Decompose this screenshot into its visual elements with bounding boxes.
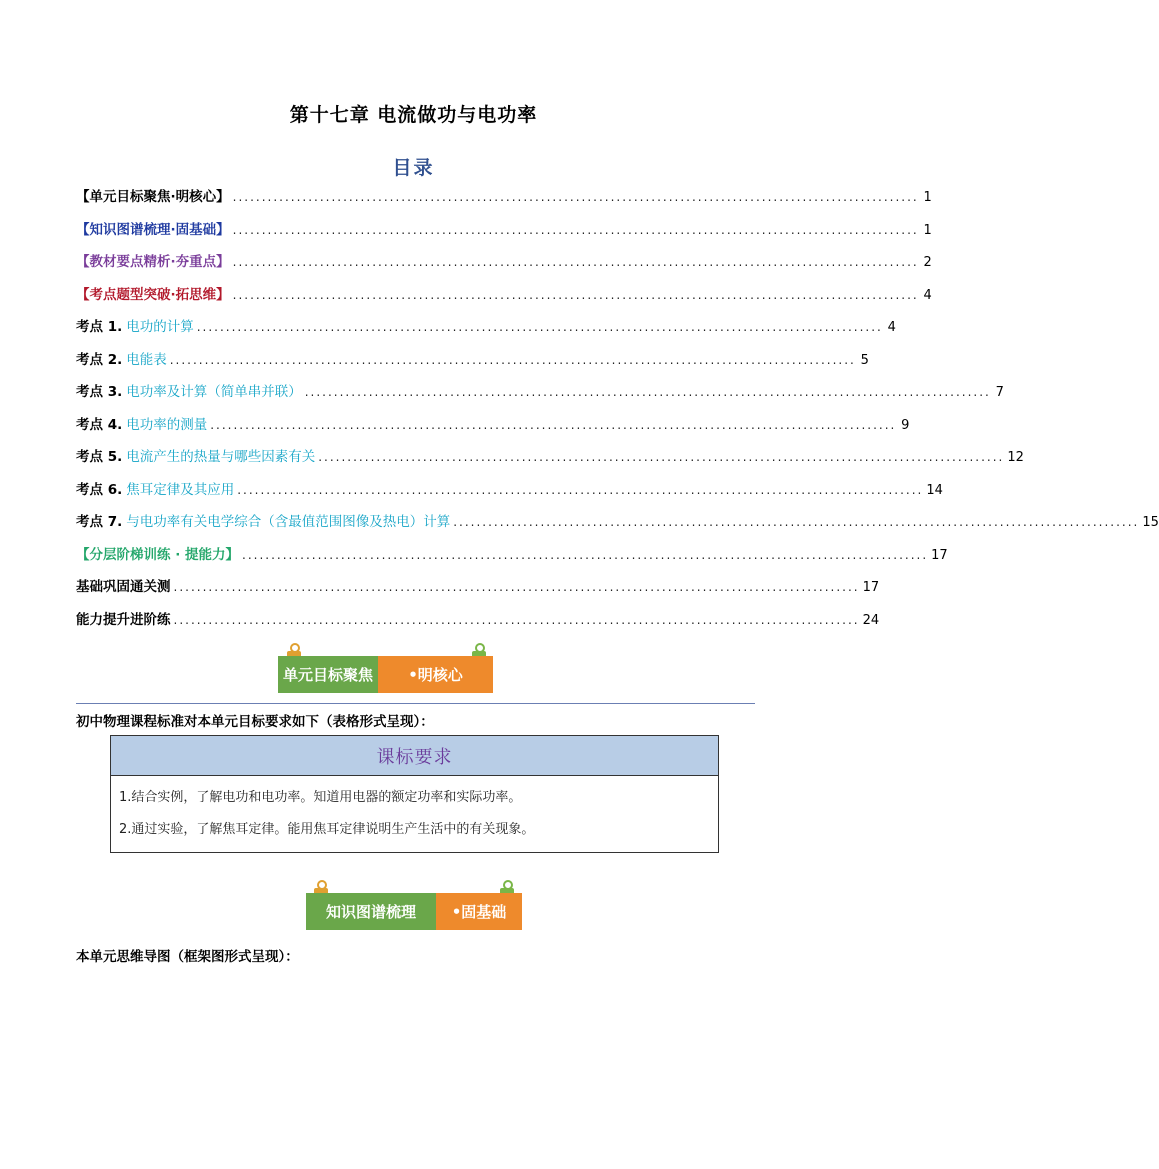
toc-section-row[interactable] bbox=[76, 285, 932, 305]
toc-leader-dots: ...................................................................................................................... bbox=[173, 580, 860, 594]
toc-leader-dots: ...................................................................................................................... bbox=[196, 320, 883, 334]
toc-leader-dots: ...................................................................................................................... bbox=[232, 288, 919, 302]
toc-point-label: 考点 2. bbox=[76, 352, 123, 368]
toc-leader-dots: ...................................................................................................................... bbox=[210, 418, 897, 432]
toc-page-number: 5 bbox=[860, 353, 869, 368]
toc-point-row[interactable] bbox=[76, 447, 1024, 467]
toc-point-label: 考点 7. bbox=[76, 514, 123, 530]
table-header: 课标要求 bbox=[111, 736, 718, 776]
toc-leader-dots: ...................................................................................................................... bbox=[169, 353, 856, 367]
table-row: 1.结合实例，了解电功和电功率。知道用电器的额定功率和实际功率。 bbox=[119, 790, 522, 805]
toc-point-text: 焦耳定律及其应用 bbox=[126, 482, 235, 498]
toc-section-label: 【知识图谱梳理·固基础】 bbox=[76, 222, 230, 238]
toc-tier-label: 能力提升进阶练 bbox=[76, 612, 171, 628]
toc-point-text: 电能表 bbox=[126, 352, 167, 368]
toc-leader-dots: ...................................................................................................................... bbox=[173, 613, 860, 627]
toc-page-number: 2 bbox=[923, 255, 932, 270]
toc-point-row[interactable] bbox=[76, 382, 1004, 402]
standards-table bbox=[110, 735, 719, 853]
toc-page-number: 4 bbox=[887, 320, 896, 335]
toc-leader-dots: ...................................................................................................................... bbox=[232, 223, 919, 237]
toc-section-row[interactable] bbox=[76, 187, 932, 207]
toc-leader-dots: ...................................................................................................................... bbox=[453, 515, 1140, 529]
toc-page-number: 4 bbox=[923, 288, 932, 303]
toc-leader-dots: ...................................................................................................................... bbox=[232, 190, 919, 204]
toc-section-label: 【分层阶梯训练 · 提能力】 bbox=[76, 547, 240, 563]
mindmap-text: 本单元思维导图（框架图形式呈现）： bbox=[76, 949, 299, 965]
toc-point-row[interactable] bbox=[76, 415, 910, 435]
toc-page-number: 1 bbox=[923, 223, 932, 238]
toc-point-row[interactable] bbox=[76, 350, 869, 370]
toc-section-row[interactable] bbox=[76, 252, 932, 272]
toc-page-number: 9 bbox=[901, 418, 910, 433]
banner-right-label: •明核心 bbox=[378, 656, 493, 693]
toc-leader-dots: ...................................................................................................................... bbox=[237, 483, 924, 497]
toc-heading: 目录 bbox=[392, 157, 435, 179]
toc-point-row[interactable] bbox=[76, 480, 943, 500]
toc-point-label: 考点 5. bbox=[76, 449, 123, 465]
toc-page-number: 1 bbox=[923, 190, 932, 205]
toc-tier-row[interactable] bbox=[76, 610, 880, 630]
toc-page-number: 17 bbox=[931, 548, 948, 563]
toc-page-number: 14 bbox=[926, 483, 943, 498]
toc-point-label: 考点 6. bbox=[76, 482, 123, 498]
toc-leader-dots: ...................................................................................................................... bbox=[242, 548, 929, 562]
toc-point-row[interactable] bbox=[76, 512, 1159, 532]
toc-point-text: 电功率的测量 bbox=[126, 417, 208, 433]
toc-point-label: 考点 1. bbox=[76, 319, 123, 335]
toc-tier-label: 基础巩固通关测 bbox=[76, 579, 171, 595]
toc-tier-row[interactable] bbox=[76, 577, 880, 597]
toc-section-label: 【单元目标聚焦·明核心】 bbox=[76, 189, 230, 205]
toc-section-label: 【教材要点精析·夯重点】 bbox=[76, 254, 230, 270]
document-title: 第十七章 电流做功与电功率 bbox=[289, 104, 538, 126]
toc-page-number: 7 bbox=[995, 385, 1004, 400]
banner-left-label: 单元目标聚焦 bbox=[278, 656, 378, 693]
toc-section-label: 【考点题型突破·拓思维】 bbox=[76, 287, 230, 303]
toc-point-text: 与电功率有关电学综合（含最值范围图像及热电）计算 bbox=[126, 514, 451, 530]
toc-point-row[interactable] bbox=[76, 317, 896, 337]
toc-page-number: 17 bbox=[862, 580, 880, 595]
table-row: 2.通过实验，了解焦耳定律。能用焦耳定律说明生产生活中的有关现象。 bbox=[119, 822, 535, 837]
table-body bbox=[111, 776, 718, 852]
toc-section-row[interactable] bbox=[76, 220, 932, 240]
toc-page-number: 12 bbox=[1007, 450, 1024, 465]
toc-point-label: 考点 3. bbox=[76, 384, 123, 400]
toc-practice-row[interactable] bbox=[76, 545, 948, 565]
toc-point-text: 电流产生的热量与哪些因素有关 bbox=[126, 449, 316, 465]
section-banner-goals bbox=[278, 656, 493, 693]
toc-leader-dots: ...................................................................................................................... bbox=[318, 450, 1005, 464]
section-banner-knowledge bbox=[306, 893, 522, 930]
toc-point-text: 电功率及计算（简单串并联） bbox=[126, 384, 302, 400]
banner-left-label: 知识图谱梳理 bbox=[306, 893, 436, 930]
toc-page-number: 15 bbox=[1142, 515, 1159, 530]
intro-text: 初中物理课程标准对本单元目标要求如下（表格形式呈现）： bbox=[76, 714, 434, 730]
toc-page-number: 24 bbox=[862, 613, 880, 628]
toc-point-text: 电功的计算 bbox=[126, 319, 194, 335]
banner-right-label: •固基础 bbox=[436, 893, 522, 930]
toc-point-label: 考点 4. bbox=[76, 417, 123, 433]
toc-leader-dots: ...................................................................................................................... bbox=[232, 255, 919, 269]
section-divider bbox=[76, 703, 755, 704]
toc-leader-dots: ...................................................................................................................... bbox=[304, 385, 991, 399]
